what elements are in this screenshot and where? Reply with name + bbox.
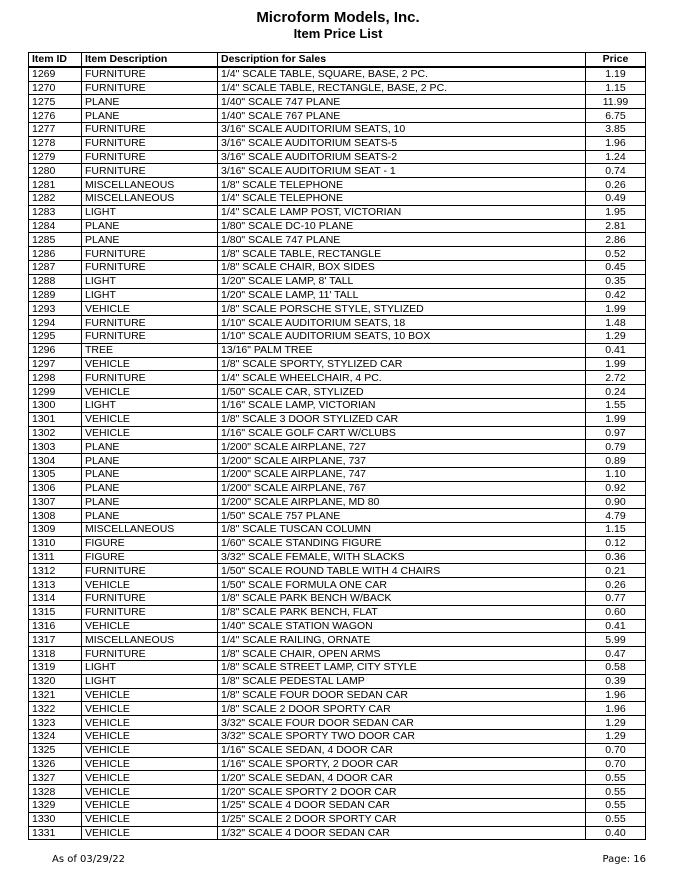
cell-price: 0.90	[586, 495, 646, 509]
cell-description-for-sales: 1/8" SCALE CHAIR, BOX SIDES	[218, 260, 586, 274]
cell-item-id: 1326	[29, 757, 82, 771]
cell-price: 4.79	[586, 509, 646, 523]
table-row	[29, 191, 646, 205]
cell-item-id: 1288	[29, 274, 82, 288]
cell-item-description: VEHICLE	[82, 357, 218, 371]
cell-item-id: 1316	[29, 619, 82, 633]
cell-price: 0.89	[586, 454, 646, 468]
cell-item-id: 1276	[29, 109, 82, 123]
cell-description-for-sales: 1/4" SCALE RAILING, ORNATE	[218, 633, 586, 647]
cell-item-id: 1318	[29, 647, 82, 661]
cell-item-description: VEHICLE	[82, 785, 218, 799]
cell-price: 0.55	[586, 799, 646, 813]
cell-price: 1.29	[586, 329, 646, 343]
cell-item-description: TREE	[82, 343, 218, 357]
table-row	[29, 661, 646, 675]
cell-item-id: 1325	[29, 743, 82, 757]
table-row	[29, 826, 646, 840]
table-row	[29, 136, 646, 150]
cell-item-id: 1307	[29, 495, 82, 509]
cell-item-id: 1300	[29, 398, 82, 412]
table-row	[29, 550, 646, 564]
cell-item-id: 1282	[29, 191, 82, 205]
cell-description-for-sales: 1/200" SCALE AIRPLANE, 727	[218, 440, 586, 454]
cell-item-id: 1312	[29, 564, 82, 578]
table-row	[29, 274, 646, 288]
cell-item-id: 1270	[29, 81, 82, 95]
cell-price: 1.29	[586, 716, 646, 730]
cell-item-id: 1294	[29, 316, 82, 330]
cell-description-for-sales: 3/16" SCALE AUDITORIUM SEATS-2	[218, 150, 586, 164]
cell-item-description: VEHICLE	[82, 385, 218, 399]
table-row	[29, 385, 646, 399]
cell-price: 1.55	[586, 398, 646, 412]
cell-item-id: 1329	[29, 799, 82, 813]
cell-item-id: 1308	[29, 509, 82, 523]
cell-price: 6.75	[586, 109, 646, 123]
cell-item-description: PLANE	[82, 233, 218, 247]
cell-price: 2.81	[586, 219, 646, 233]
cell-item-id: 1289	[29, 288, 82, 302]
cell-item-id: 1278	[29, 136, 82, 150]
cell-price: 0.74	[586, 164, 646, 178]
cell-price: 0.42	[586, 288, 646, 302]
table-row	[29, 288, 646, 302]
cell-item-id: 1323	[29, 716, 82, 730]
table-row	[29, 398, 646, 412]
table-row	[29, 150, 646, 164]
cell-price: 0.21	[586, 564, 646, 578]
cell-description-for-sales: 1/50" SCALE FORMULA ONE CAR	[218, 578, 586, 592]
cell-price: 11.99	[586, 95, 646, 109]
table-row	[29, 440, 646, 454]
cell-item-id: 1302	[29, 426, 82, 440]
cell-price: 0.49	[586, 191, 646, 205]
table-row	[29, 371, 646, 385]
cell-description-for-sales: 1/60" SCALE STANDING FIGURE	[218, 536, 586, 550]
cell-price: 1.95	[586, 205, 646, 219]
cell-description-for-sales: 1/8" SCALE TABLE, RECTANGLE	[218, 247, 586, 261]
table-row	[29, 619, 646, 633]
table-row	[29, 716, 646, 730]
cell-item-id: 1285	[29, 233, 82, 247]
cell-price: 0.97	[586, 426, 646, 440]
cell-price: 0.35	[586, 274, 646, 288]
price-list-table	[28, 52, 646, 840]
cell-item-id: 1298	[29, 371, 82, 385]
cell-item-description: MISCELLANEOUS	[82, 178, 218, 192]
cell-item-description: VEHICLE	[82, 812, 218, 826]
cell-item-id: 1322	[29, 702, 82, 716]
cell-description-for-sales: 1/50" SCALE ROUND TABLE WITH 4 CHAIRS	[218, 564, 586, 578]
table-row	[29, 302, 646, 316]
cell-price: 0.41	[586, 343, 646, 357]
table-row	[29, 799, 646, 813]
table-row	[29, 509, 646, 523]
cell-item-id: 1330	[29, 812, 82, 826]
cell-item-description: FURNITURE	[82, 136, 218, 150]
cell-item-description: VEHICLE	[82, 426, 218, 440]
cell-item-id: 1310	[29, 536, 82, 550]
cell-price: 0.41	[586, 619, 646, 633]
table-row	[29, 454, 646, 468]
table-row	[29, 785, 646, 799]
cell-item-id: 1280	[29, 164, 82, 178]
cell-item-description: MISCELLANEOUS	[82, 523, 218, 537]
cell-item-id: 1279	[29, 150, 82, 164]
cell-item-description: VEHICLE	[82, 757, 218, 771]
cell-item-id: 1319	[29, 661, 82, 675]
cell-description-for-sales: 1/50" SCALE CAR, STYLIZED	[218, 385, 586, 399]
table-row	[29, 164, 646, 178]
cell-price: 2.86	[586, 233, 646, 247]
cell-item-description: LIGHT	[82, 661, 218, 675]
cell-price: 0.26	[586, 578, 646, 592]
cell-description-for-sales: 1/40" SCALE 767 PLANE	[218, 109, 586, 123]
cell-description-for-sales: 1/20" SCALE SEDAN, 4 DOOR CAR	[218, 771, 586, 785]
cell-item-description: FURNITURE	[82, 316, 218, 330]
cell-description-for-sales: 13/16" PALM TREE	[218, 343, 586, 357]
table-row	[29, 426, 646, 440]
cell-description-for-sales: 1/8" SCALE 2 DOOR SPORTY CAR	[218, 702, 586, 716]
cell-item-description: PLANE	[82, 495, 218, 509]
header-item-id: Item ID	[29, 53, 82, 67]
cell-item-id: 1287	[29, 260, 82, 274]
cell-item-description: PLANE	[82, 219, 218, 233]
table-row	[29, 329, 646, 343]
cell-price: 0.40	[586, 826, 646, 840]
cell-price: 0.55	[586, 771, 646, 785]
cell-description-for-sales: 1/40" SCALE STATION WAGON	[218, 619, 586, 633]
cell-description-for-sales: 1/50" SCALE 757 PLANE	[218, 509, 586, 523]
cell-price: 0.70	[586, 757, 646, 771]
table-row	[29, 95, 646, 109]
cell-item-description: FURNITURE	[82, 605, 218, 619]
table-row	[29, 564, 646, 578]
cell-price: 1.19	[586, 67, 646, 81]
cell-description-for-sales: 3/16" SCALE AUDITORIUM SEAT - 1	[218, 164, 586, 178]
cell-item-id: 1277	[29, 122, 82, 136]
cell-price: 1.10	[586, 467, 646, 481]
cell-price: 0.77	[586, 592, 646, 606]
cell-item-description: VEHICLE	[82, 578, 218, 592]
cell-price: 0.55	[586, 812, 646, 826]
cell-item-description: LIGHT	[82, 288, 218, 302]
cell-description-for-sales: 1/16" SCALE SPORTY, 2 DOOR CAR	[218, 757, 586, 771]
cell-item-id: 1297	[29, 357, 82, 371]
cell-item-description: FIGURE	[82, 536, 218, 550]
cell-item-description: FURNITURE	[82, 247, 218, 261]
cell-item-description: VEHICLE	[82, 619, 218, 633]
cell-item-id: 1311	[29, 550, 82, 564]
cell-price: 0.60	[586, 605, 646, 619]
table-row	[29, 467, 646, 481]
cell-description-for-sales: 1/4" SCALE WHEELCHAIR, 4 PC.	[218, 371, 586, 385]
cell-description-for-sales: 1/10" SCALE AUDITORIUM SEATS, 10 BOX	[218, 329, 586, 343]
cell-price: 5.99	[586, 633, 646, 647]
cell-price: 2.72	[586, 371, 646, 385]
cell-item-id: 1275	[29, 95, 82, 109]
cell-price: 1.96	[586, 702, 646, 716]
cell-price: 0.39	[586, 674, 646, 688]
cell-description-for-sales: 1/4" SCALE TELEPHONE	[218, 191, 586, 205]
cell-description-for-sales: 3/32" SCALE SPORTY TWO DOOR CAR	[218, 730, 586, 744]
table-row	[29, 647, 646, 661]
table-row	[29, 536, 646, 550]
table-row	[29, 178, 646, 192]
cell-price: 1.96	[586, 136, 646, 150]
cell-description-for-sales: 1/16" SCALE LAMP, VICTORIAN	[218, 398, 586, 412]
table-row	[29, 81, 646, 95]
cell-item-description: PLANE	[82, 481, 218, 495]
cell-description-for-sales: 3/16" SCALE AUDITORIUM SEATS, 10	[218, 122, 586, 136]
table-row	[29, 674, 646, 688]
cell-item-description: PLANE	[82, 467, 218, 481]
table-row	[29, 688, 646, 702]
cell-item-description: PLANE	[82, 95, 218, 109]
cell-price: 0.36	[586, 550, 646, 564]
table-row	[29, 412, 646, 426]
table-row	[29, 495, 646, 509]
cell-description-for-sales: 1/25" SCALE 4 DOOR SEDAN CAR	[218, 799, 586, 813]
cell-item-description: VEHICLE	[82, 688, 218, 702]
cell-description-for-sales: 1/4" SCALE LAMP POST, VICTORIAN	[218, 205, 586, 219]
cell-description-for-sales: 1/200" SCALE AIRPLANE, 747	[218, 467, 586, 481]
cell-item-id: 1301	[29, 412, 82, 426]
cell-description-for-sales: 1/20" SCALE LAMP, 8' TALL	[218, 274, 586, 288]
cell-item-description: FURNITURE	[82, 81, 218, 95]
cell-description-for-sales: 1/8" SCALE SPORTY, STYLIZED CAR	[218, 357, 586, 371]
cell-item-id: 1315	[29, 605, 82, 619]
company-name: Microform Models, Inc.	[256, 9, 420, 26]
cell-item-id: 1303	[29, 440, 82, 454]
cell-item-description: VEHICLE	[82, 730, 218, 744]
cell-item-description: LIGHT	[82, 205, 218, 219]
cell-price: 1.99	[586, 412, 646, 426]
cell-item-id: 1295	[29, 329, 82, 343]
cell-price: 1.99	[586, 357, 646, 371]
cell-description-for-sales: 1/200" SCALE AIRPLANE, 767	[218, 481, 586, 495]
cell-item-id: 1306	[29, 481, 82, 495]
cell-description-for-sales: 1/8" SCALE PARK BENCH W/BACK	[218, 592, 586, 606]
cell-item-description: VEHICLE	[82, 771, 218, 785]
cell-item-id: 1283	[29, 205, 82, 219]
cell-item-description: FURNITURE	[82, 371, 218, 385]
cell-price: 1.29	[586, 730, 646, 744]
cell-price: 0.52	[586, 247, 646, 261]
cell-price: 0.26	[586, 178, 646, 192]
cell-description-for-sales: 3/16" SCALE AUDITORIUM SEATS-5	[218, 136, 586, 150]
cell-item-id: 1320	[29, 674, 82, 688]
cell-item-description: FURNITURE	[82, 67, 218, 81]
cell-item-description: PLANE	[82, 440, 218, 454]
cell-description-for-sales: 1/200" SCALE AIRPLANE, MD 80	[218, 495, 586, 509]
cell-item-id: 1293	[29, 302, 82, 316]
cell-description-for-sales: 1/8" SCALE CHAIR, OPEN ARMS	[218, 647, 586, 661]
cell-item-description: FURNITURE	[82, 122, 218, 136]
cell-description-for-sales: 1/8" SCALE FOUR DOOR SEDAN CAR	[218, 688, 586, 702]
table-row	[29, 233, 646, 247]
cell-price: 0.58	[586, 661, 646, 675]
cell-item-id: 1327	[29, 771, 82, 785]
header-description-for-sales: Description for Sales	[218, 53, 586, 67]
cell-item-id: 1269	[29, 67, 82, 81]
cell-description-for-sales: 1/25" SCALE 2 DOOR SPORTY CAR	[218, 812, 586, 826]
cell-price: 0.47	[586, 647, 646, 661]
cell-item-description: VEHICLE	[82, 302, 218, 316]
cell-description-for-sales: 1/16" SCALE SEDAN, 4 DOOR CAR	[218, 743, 586, 757]
cell-price: 1.96	[586, 688, 646, 702]
table-row	[29, 316, 646, 330]
cell-item-description: FURNITURE	[82, 164, 218, 178]
cell-description-for-sales: 1/4" SCALE TABLE, SQUARE, BASE, 2 PC.	[218, 67, 586, 81]
cell-item-id: 1286	[29, 247, 82, 261]
cell-item-description: MISCELLANEOUS	[82, 633, 218, 647]
cell-description-for-sales: 3/32" SCALE FEMALE, WITH SLACKS	[218, 550, 586, 564]
table-row	[29, 523, 646, 537]
cell-item-description: FURNITURE	[82, 150, 218, 164]
table-row	[29, 702, 646, 716]
cell-price: 0.12	[586, 536, 646, 550]
cell-description-for-sales: 1/80" SCALE DC-10 PLANE	[218, 219, 586, 233]
cell-item-id: 1296	[29, 343, 82, 357]
cell-description-for-sales: 1/8" SCALE PORSCHE STYLE, STYLIZED	[218, 302, 586, 316]
table-row	[29, 260, 646, 274]
cell-item-description: VEHICLE	[82, 702, 218, 716]
cell-item-description: LIGHT	[82, 274, 218, 288]
cell-description-for-sales: 1/16" SCALE GOLF CART W/CLUBS	[218, 426, 586, 440]
cell-item-description: FURNITURE	[82, 260, 218, 274]
cell-price: 0.79	[586, 440, 646, 454]
cell-item-description: FIGURE	[82, 550, 218, 564]
cell-item-id: 1314	[29, 592, 82, 606]
table-row	[29, 109, 646, 123]
cell-item-id: 1299	[29, 385, 82, 399]
table-body	[29, 67, 646, 840]
cell-description-for-sales: 1/8" SCALE STREET LAMP, CITY STYLE	[218, 661, 586, 675]
cell-price: 0.24	[586, 385, 646, 399]
cell-price: 1.15	[586, 523, 646, 537]
cell-item-description: PLANE	[82, 509, 218, 523]
table-row	[29, 812, 646, 826]
table-row	[29, 357, 646, 371]
cell-description-for-sales: 1/8" SCALE PEDESTAL LAMP	[218, 674, 586, 688]
cell-price: 1.99	[586, 302, 646, 316]
table-row	[29, 481, 646, 495]
table-row	[29, 592, 646, 606]
cell-description-for-sales: 1/8" SCALE TELEPHONE	[218, 178, 586, 192]
cell-price: 0.55	[586, 785, 646, 799]
table-row	[29, 605, 646, 619]
cell-description-for-sales: 1/4" SCALE TABLE, RECTANGLE, BASE, 2 PC.	[218, 81, 586, 95]
cell-description-for-sales: 3/32" SCALE FOUR DOOR SEDAN CAR	[218, 716, 586, 730]
document-title: Item Price List	[293, 26, 383, 41]
cell-description-for-sales: 1/10" SCALE AUDITORIUM SEATS, 18	[218, 316, 586, 330]
table-row	[29, 122, 646, 136]
cell-item-description: MISCELLANEOUS	[82, 191, 218, 205]
cell-item-id: 1313	[29, 578, 82, 592]
cell-item-id: 1305	[29, 467, 82, 481]
header-price: Price	[586, 53, 646, 67]
table-row	[29, 247, 646, 261]
cell-price: 0.70	[586, 743, 646, 757]
cell-price: 3.85	[586, 122, 646, 136]
cell-description-for-sales: 1/40" SCALE 747 PLANE	[218, 95, 586, 109]
cell-item-id: 1317	[29, 633, 82, 647]
cell-price: 1.24	[586, 150, 646, 164]
cell-item-description: FURNITURE	[82, 564, 218, 578]
table-row	[29, 771, 646, 785]
cell-item-id: 1309	[29, 523, 82, 537]
cell-item-description: FURNITURE	[82, 329, 218, 343]
table-header-row	[29, 53, 646, 67]
cell-description-for-sales: 1/8" SCALE 3 DOOR STYLIZED CAR	[218, 412, 586, 426]
table-row	[29, 578, 646, 592]
cell-item-description: VEHICLE	[82, 799, 218, 813]
cell-description-for-sales: 1/8" SCALE TUSCAN COLUMN	[218, 523, 586, 537]
cell-description-for-sales: 1/80" SCALE 747 PLANE	[218, 233, 586, 247]
cell-item-description: LIGHT	[82, 398, 218, 412]
cell-item-id: 1281	[29, 178, 82, 192]
table-row	[29, 757, 646, 771]
table-row	[29, 67, 646, 81]
table-row	[29, 730, 646, 744]
cell-item-description: VEHICLE	[82, 412, 218, 426]
cell-item-description: VEHICLE	[82, 743, 218, 757]
cell-description-for-sales: 1/32" SCALE 4 DOOR SEDAN CAR	[218, 826, 586, 840]
as-of-date: As of 03/29/22	[52, 854, 125, 865]
cell-price: 0.92	[586, 481, 646, 495]
cell-item-id: 1331	[29, 826, 82, 840]
cell-item-description: VEHICLE	[82, 826, 218, 840]
cell-description-for-sales: 1/200" SCALE AIRPLANE, 737	[218, 454, 586, 468]
cell-price: 1.48	[586, 316, 646, 330]
cell-item-description: PLANE	[82, 109, 218, 123]
page-number: Page: 16	[602, 854, 646, 865]
cell-item-id: 1304	[29, 454, 82, 468]
cell-item-description: VEHICLE	[82, 716, 218, 730]
cell-item-id: 1284	[29, 219, 82, 233]
header-item-description: Item Description	[82, 53, 218, 67]
cell-item-description: FURNITURE	[82, 592, 218, 606]
cell-description-for-sales: 1/20" SCALE LAMP, 11' TALL	[218, 288, 586, 302]
table-row	[29, 205, 646, 219]
cell-item-id: 1324	[29, 730, 82, 744]
cell-description-for-sales: 1/20" SCALE SPORTY 2 DOOR CAR	[218, 785, 586, 799]
table-row	[29, 633, 646, 647]
cell-item-id: 1321	[29, 688, 82, 702]
cell-price: 0.45	[586, 260, 646, 274]
cell-item-id: 1328	[29, 785, 82, 799]
table-row	[29, 219, 646, 233]
cell-description-for-sales: 1/8" SCALE PARK BENCH, FLAT	[218, 605, 586, 619]
cell-item-description: PLANE	[82, 454, 218, 468]
cell-item-description: LIGHT	[82, 674, 218, 688]
table-row	[29, 743, 646, 757]
table-row	[29, 343, 646, 357]
cell-price: 1.15	[586, 81, 646, 95]
cell-item-description: FURNITURE	[82, 647, 218, 661]
